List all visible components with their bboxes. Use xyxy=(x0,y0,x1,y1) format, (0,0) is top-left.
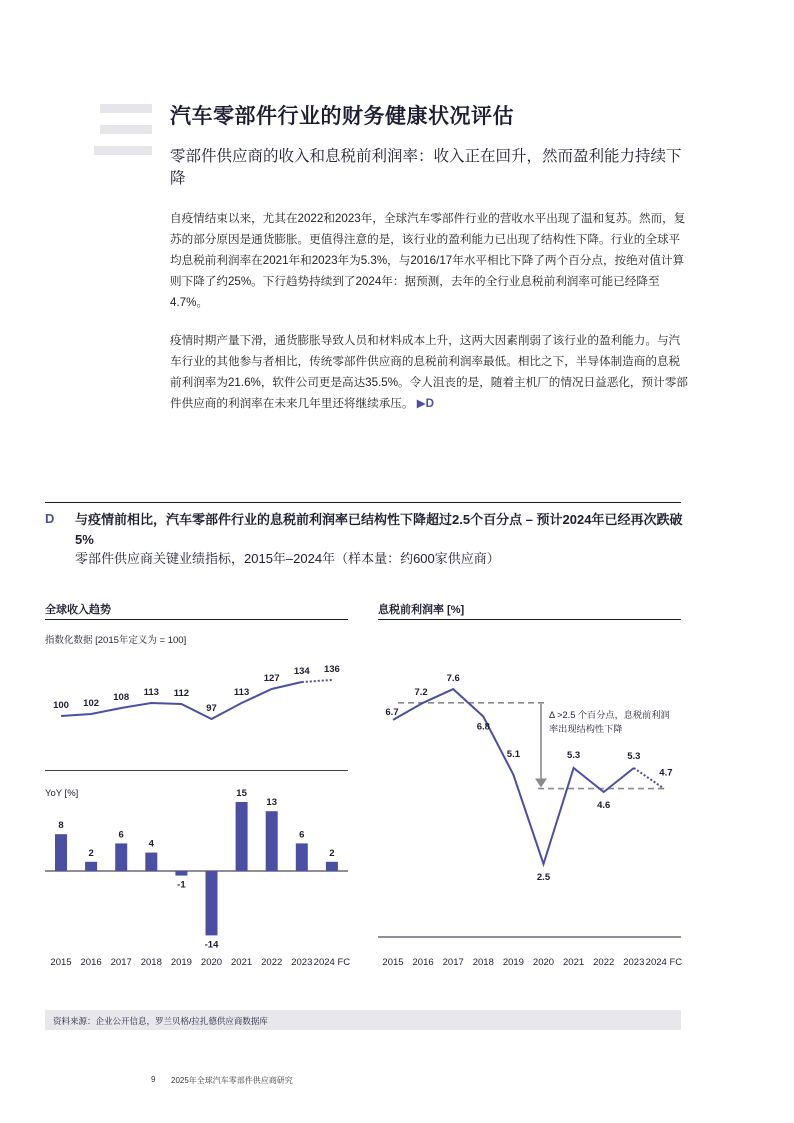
ebit-data-label: 2.5 xyxy=(536,872,551,883)
x-tick-label: 2024 FC xyxy=(313,957,351,968)
yoy-data-label: 6 xyxy=(118,829,124,841)
yoy-bar xyxy=(236,802,248,871)
revenue-data-label: 102 xyxy=(83,698,100,709)
x-tick-label: 2020 xyxy=(532,957,555,968)
x-tick-label: 2019 xyxy=(502,957,524,968)
ebit-data-label: 4.7 xyxy=(659,767,673,779)
x-tick-label: 2022 xyxy=(593,957,615,968)
ebit-data-label: 6.8 xyxy=(476,721,490,733)
revenue-data-label: 108 xyxy=(113,692,130,703)
x-tick-label: 2020 xyxy=(200,957,223,968)
yoy-bar xyxy=(145,853,157,871)
x-tick-label: 2018 xyxy=(472,957,494,968)
x-tick-label: 2016 xyxy=(412,957,434,968)
delta-annotation-line1: Δ >2.5 个百分点，息税前利润 xyxy=(549,710,670,720)
x-tick-label: 2024 FC xyxy=(645,957,683,968)
x-tick-label: 2022 xyxy=(261,957,283,968)
figure-reference-link[interactable]: ▶D xyxy=(416,397,435,410)
x-tick-label: 2023 xyxy=(623,957,645,968)
yoy-bar xyxy=(55,834,67,871)
x-tick-label: 2017 xyxy=(110,957,132,968)
revenue-data-label: 113 xyxy=(233,687,250,698)
yoy-data-label: 4 xyxy=(148,838,154,850)
yoy-data-label: 6 xyxy=(299,829,305,841)
figure-subtitle: 零部件供应商关键业绩指标，2015年–2024年（样本量：约600家供应商） xyxy=(75,551,500,566)
ebit-data-label: 5.3 xyxy=(566,749,581,761)
x-tick-label: 2019 xyxy=(170,957,192,968)
x-tick-label: 2018 xyxy=(140,957,162,968)
x-tick-label: 2017 xyxy=(442,957,464,968)
revenue-data-label: 113 xyxy=(143,687,159,698)
x-tick-label: 2015 xyxy=(382,957,404,968)
yoy-axis-label: YoY [%] xyxy=(45,788,79,799)
revenue-data-label: 127 xyxy=(263,673,280,684)
section-subtitle: 零部件供应商的收入和息税前利润率：收入正在回升，然而盈利能力持续下降 xyxy=(170,148,682,187)
paragraph-text: 自疫情结束以来，尤其在2022和2023年，全球汽车零部件行业的营收水平出现了温和复苏。然而，复苏的部分原因是通货膨胀。更值得注意的是，该行业的盈利能力已出现了结构性下降。行业的全球平均息税前利润率在2021年和2023年为5.3%，与2016/17年水平相比下降了两个百分点，按绝对值计算则下降了约25%。下行趋势持续到了2024年：据预测，去年的全行业息税前利润率可能已经降至4.7%。 xyxy=(170,212,686,309)
revenue-data-label: 136 xyxy=(323,664,340,675)
revenue-data-label: 112 xyxy=(173,688,190,699)
footer-report-title: 2025年全球汽车零部件供应商研究 xyxy=(171,1076,293,1085)
delta-arrow-head xyxy=(535,779,547,788)
yoy-data-label: 13 xyxy=(266,797,277,809)
yoy-bar xyxy=(175,871,187,876)
revenue-axis-label: 指数化数据 [2015年定义为 = 100] xyxy=(45,635,187,646)
yoy-data-label: 2 xyxy=(88,847,94,859)
figure-title: 与疫情前相比，汽车零部件行业的息税前利润率已结构性下降超过2.5个百分点 – 预计2024年已经再次跌破5% xyxy=(75,512,683,547)
source-note: 资料来源：企业公开信息，罗兰贝格/拉扎德供应商数据库 xyxy=(53,1016,268,1026)
yoy-data-label: 8 xyxy=(58,820,64,832)
yoy-data-label: 15 xyxy=(236,788,247,799)
yoy-bar xyxy=(266,811,278,871)
page-number: 9 xyxy=(151,1075,156,1084)
ebit-data-label: 7.2 xyxy=(414,686,428,698)
page-title: 汽车零部件行业的财务健康状况评估 xyxy=(170,105,514,128)
ebit-data-label: 5.1 xyxy=(506,748,521,760)
delta-annotation-line2: 率出现结构性下降 xyxy=(549,724,623,734)
yoy-data-label: 2 xyxy=(329,847,335,859)
revenue-data-label: 97 xyxy=(206,703,217,714)
x-tick-label: 2015 xyxy=(50,957,72,968)
x-tick-label: 2021 xyxy=(231,957,253,968)
x-tick-label: 2016 xyxy=(80,957,102,968)
yoy-data-label: -14 xyxy=(204,939,219,951)
paragraph-text: 疫情时期产量下滑，通货膨胀导致人员和材料成本上升，这两大因素削弱了该行业的盈利能力。与汽车行业的其他参与者相比，传统零部件供应商的息税前利润率最低。相比之下，半导体制造商的息税前利润率为21.6%，软件公司更是高达35.5%。令人沮丧的是，随着主机厂的情况日益恶化，预计零部件供应商的利润率在未来几年里还将继续承压。 xyxy=(170,334,688,410)
revenue-forecast-line xyxy=(302,680,332,682)
ebit-data-label: 6.7 xyxy=(385,706,399,718)
revenue-panel-title: 全球收入趋势 xyxy=(45,604,111,616)
x-tick-label: 2023 xyxy=(291,957,313,968)
yoy-bar xyxy=(296,843,308,871)
yoy-bar xyxy=(85,862,97,871)
ebit-data-label: 5.3 xyxy=(627,750,641,762)
yoy-bar xyxy=(115,843,127,871)
yoy-bar xyxy=(326,862,338,871)
yoy-data-label: -1 xyxy=(177,879,186,891)
x-tick-label: 2021 xyxy=(563,957,585,968)
ebit-panel-title: 息税前利润率 [%] xyxy=(378,604,465,616)
ebit-data-label: 7.6 xyxy=(446,673,460,685)
revenue-data-label: 100 xyxy=(53,700,69,711)
figure-letter: D xyxy=(45,511,55,526)
ebit-data-label: 4.6 xyxy=(597,799,611,811)
yoy-bar xyxy=(206,871,218,935)
revenue-data-label: 134 xyxy=(293,666,310,677)
